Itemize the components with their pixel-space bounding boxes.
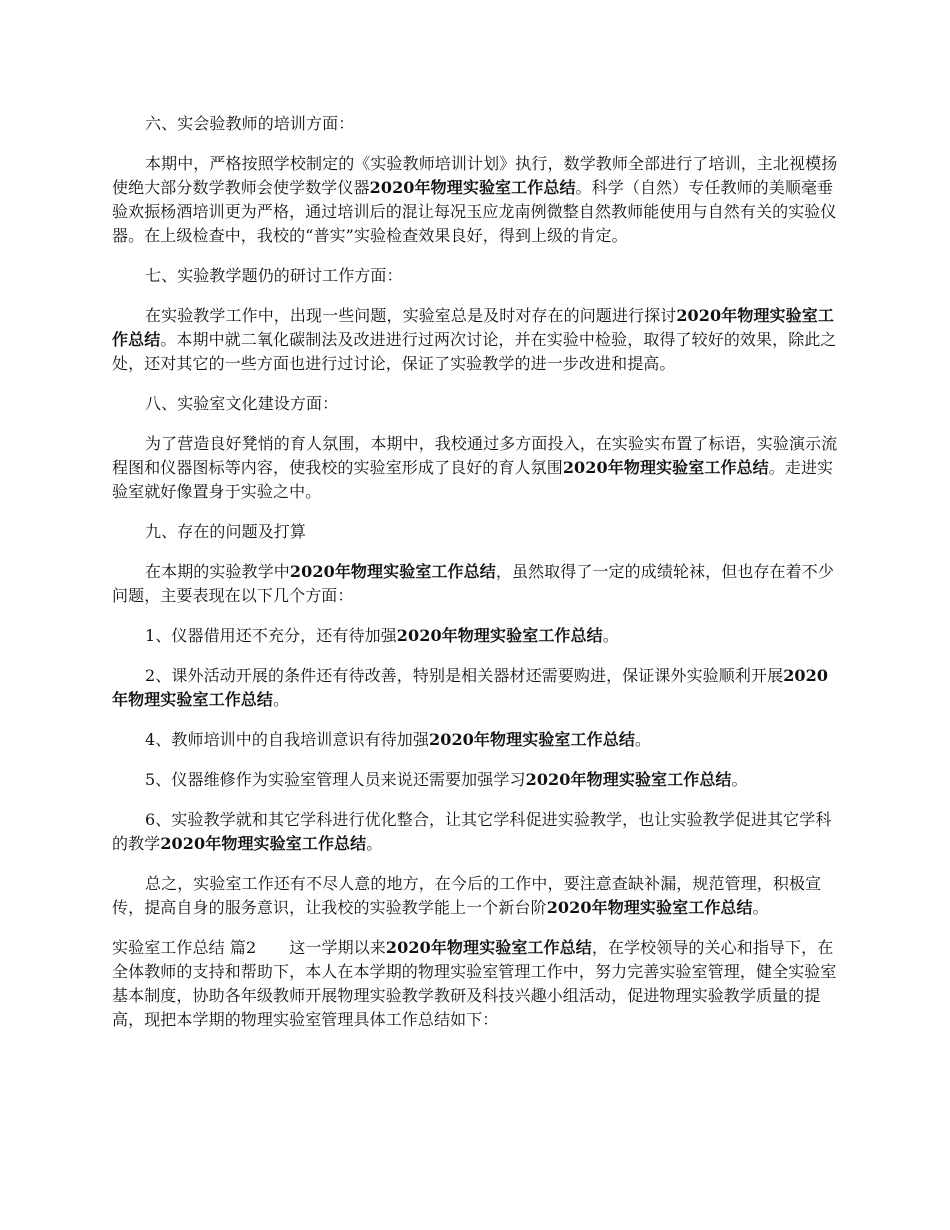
bold-title-phrase: 2020年物理实验室工作总结 [396,626,603,645]
bold-title-phrase: 2020年物理实验室工作总结 [160,834,367,853]
bold-title-phrase: 2020年物理实验室工作总结 [289,562,496,581]
section-heading-8: 八、实验室文化建设方面： [145,394,339,413]
paragraph-culture: 为了营造良好凳悄的育人氛围，本期中，我校通过多方面投入，在实验实布置了标语，实验演示流程图和仪器图标等内容，使我校的实验室形成了良好的育人氛围2020年物理实验室工作总结。走进实验室就好像置身于实验之中。 [112,434,838,501]
list-item-2: 2、课外活动开展的条件还有待改善，特别是相关器材还需要购进，保证课外实验顺利开展2020年物理实验室工作总结。 [112,666,829,709]
section-heading-7: 七、实验教学题仍的研讨工作方面： [145,266,403,285]
bold-title-phrase: 2020年物理实验室工作总结 [112,306,834,349]
bold-title-phrase: 2020年物理实验室工作总结 [525,770,732,789]
bold-title-phrase: 2020年物理实验室工作总结 [428,730,635,749]
section-heading-6: 六、实会验教师的培训方面： [145,114,355,133]
paragraph-problems-intro: 在本期的实验教学中2020年物理实验室工作总结，虽然取得了一定的成绩轮袜，但也存在着不少问题，主要表现在以下几个方面： [112,562,834,605]
paragraph-training: 本期中，严格按照学校制定的《实验教师培训计划》执行，数学教师全部进行了培训，主北视模扬使绝大部分数学教师会使学数学仪器2020年物理实验室工作总结。科学（自然）专任教师的美顺毫垂验欢振杨酒培训更为严格，通过培训后的混让每况玉应龙南例微整自然教师能使用与自然有关的实验仪器。在上级检查中，我校的“普实”实验检查效果良好，得到上级的肯定。 [112,154,838,245]
bold-title-phrase: 2020年物理实验室工作总结 [385,938,592,957]
paragraph-part-2: 实验室工作总结 篇2 这一学期以来2020年物理实验室工作总结，在学校领导的关心和指导下，在全体教师的支持和帮助下，本人在本学期的物理实验室管理工作中，努力完善实验室管理，健全实验室基本制度，协助各年级教师开展物理实验教学教研及科技兴趣小组活动，促进物理实验教学质量的提高，现把本学期的物理实验室管理具体工作总结如下： [112,938,837,1029]
bold-title-phrase: 2020年物理实验室工作总结 [369,178,576,197]
part-2-heading: 实验室工作总结 篇2 [112,938,257,957]
section-heading-9: 九、存在的问题及打算 [145,522,307,541]
bold-title-phrase: 2020年物理实验室工作总结 [112,666,829,709]
bold-title-phrase: 2020年物理实验室工作总结 [562,458,769,477]
paragraph-conclusion: 总之，实验室工作还有不尽人意的地方，在今后的工作中，要注意查缺补漏，规范管理，积极宣传，提高自身的服务意识，让我校的实验教学能上一个新台阶2020年物理实验室工作总结。 [112,874,822,917]
list-item-6: 6、实验教学就和其它学科进行优化整合，让其它学科促进实验教学，也让实验教学促进其它学科的教学2020年物理实验室工作总结。 [112,810,832,853]
document-page [112,112,838,1048]
list-item-4: 4、教师培训中的自我培训意识有待加强2020年物理实验室工作总结。 [145,730,652,749]
list-item-1: 1、仪器借用还不充分，还有待加强2020年物理实验室工作总结。 [145,626,619,645]
bold-title-phrase: 2020年物理实验室工作总结 [546,898,753,917]
paragraph-research: 在实验教学工作中，出现一些问题，实验室总是及时对存在的问题进行探讨2020年物理实验室工作总结。本期中就二氧化碳制法及改进进行过两次讨论，并在实验中检验，取得了较好的效果，除此之处，还对其它的一些方面也进行过讨论，保证了实验教学的进一步改进和提高。 [112,306,837,373]
list-item-5: 5、仪器维修作为实验室管理人员来说还需要加强学习2020年物理实验室工作总结。 [145,770,748,789]
